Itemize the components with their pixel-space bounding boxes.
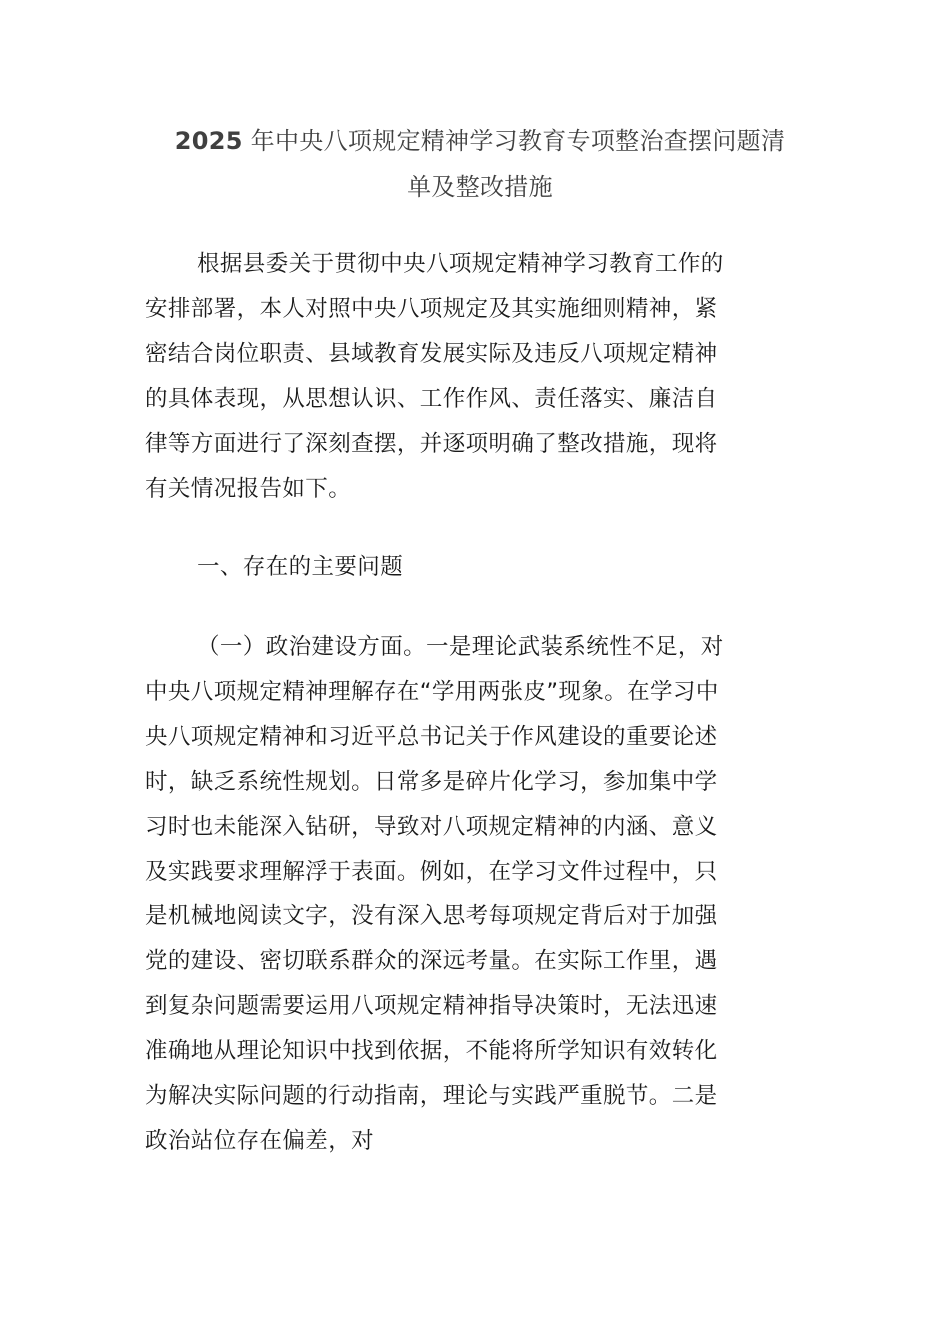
text-line: 安排部署，本人对照中央八项规定及其实施细则精神，紧 — [145, 295, 718, 322]
text-line: 根据县委关于贯彻中央八项规定精神学习教育工作的 — [197, 251, 724, 277]
section-heading — [145, 545, 785, 590]
text-line: 有关情况报告如下。 — [145, 475, 352, 502]
title-line-2: 单及整改措施 — [407, 173, 553, 201]
text-line: 时，缺乏系统性规划。日常多是碎片化学习，参加集中学 — [145, 768, 718, 795]
text-line: 央八项规定精神和习近平总书记关于作风建设的重要论述 — [145, 723, 718, 750]
text-line: 密结合岗位职责、县域教育发展实际及违反八项规定精神 — [145, 340, 718, 367]
text-line: 政治站位存在偏差，对 — [145, 1127, 375, 1154]
intro-paragraph — [145, 242, 785, 511]
text-line: 中央八项规定精神理解存在“学用两张皮”现象。在学习中 — [145, 678, 719, 705]
text-line: 律等方面进行了深刻查摆，并逐项明确了整改措施，现将 — [145, 430, 718, 457]
document-title — [140, 118, 820, 210]
title-year: 2025 — [174, 127, 243, 155]
text-line: 为解决实际问题的行动指南，理论与实践严重脱节。二是 — [145, 1083, 718, 1110]
section-heading-text: 一、存在的主要问题 — [197, 554, 404, 580]
text-line: 到复杂问题需要运用八项规定精神指导决策时，无法迅速 — [145, 993, 718, 1020]
text-line: 及实践要求理解浮于表面。例如，在学习文件过程中，只 — [145, 858, 718, 885]
text-line: 党的建设、密切联系群众的深远考量。在实际工作里，遇 — [145, 948, 718, 975]
text-line: （一）政治建设方面。一是理论武装系统性不足，对 — [197, 634, 724, 660]
title-line-1 — [140, 118, 820, 164]
text-line: 是机械地阅读文字，没有深入思考每项规定背后对于加强 — [145, 903, 718, 930]
text-line: 的具体表现，从思想认识、工作作风、责任落实、廉洁自 — [145, 385, 718, 412]
text-line: 准确地从理论知识中找到依据，不能将所学知识有效转化 — [145, 1038, 718, 1065]
section-1-paragraph — [145, 625, 785, 1164]
title-line-1-text: 年中央八项规定精神学习教育专项整治查摆问题清 — [250, 127, 786, 155]
text-line: 习时也未能深入钻研，导致对八项规定精神的内涵、意义 — [145, 813, 718, 840]
